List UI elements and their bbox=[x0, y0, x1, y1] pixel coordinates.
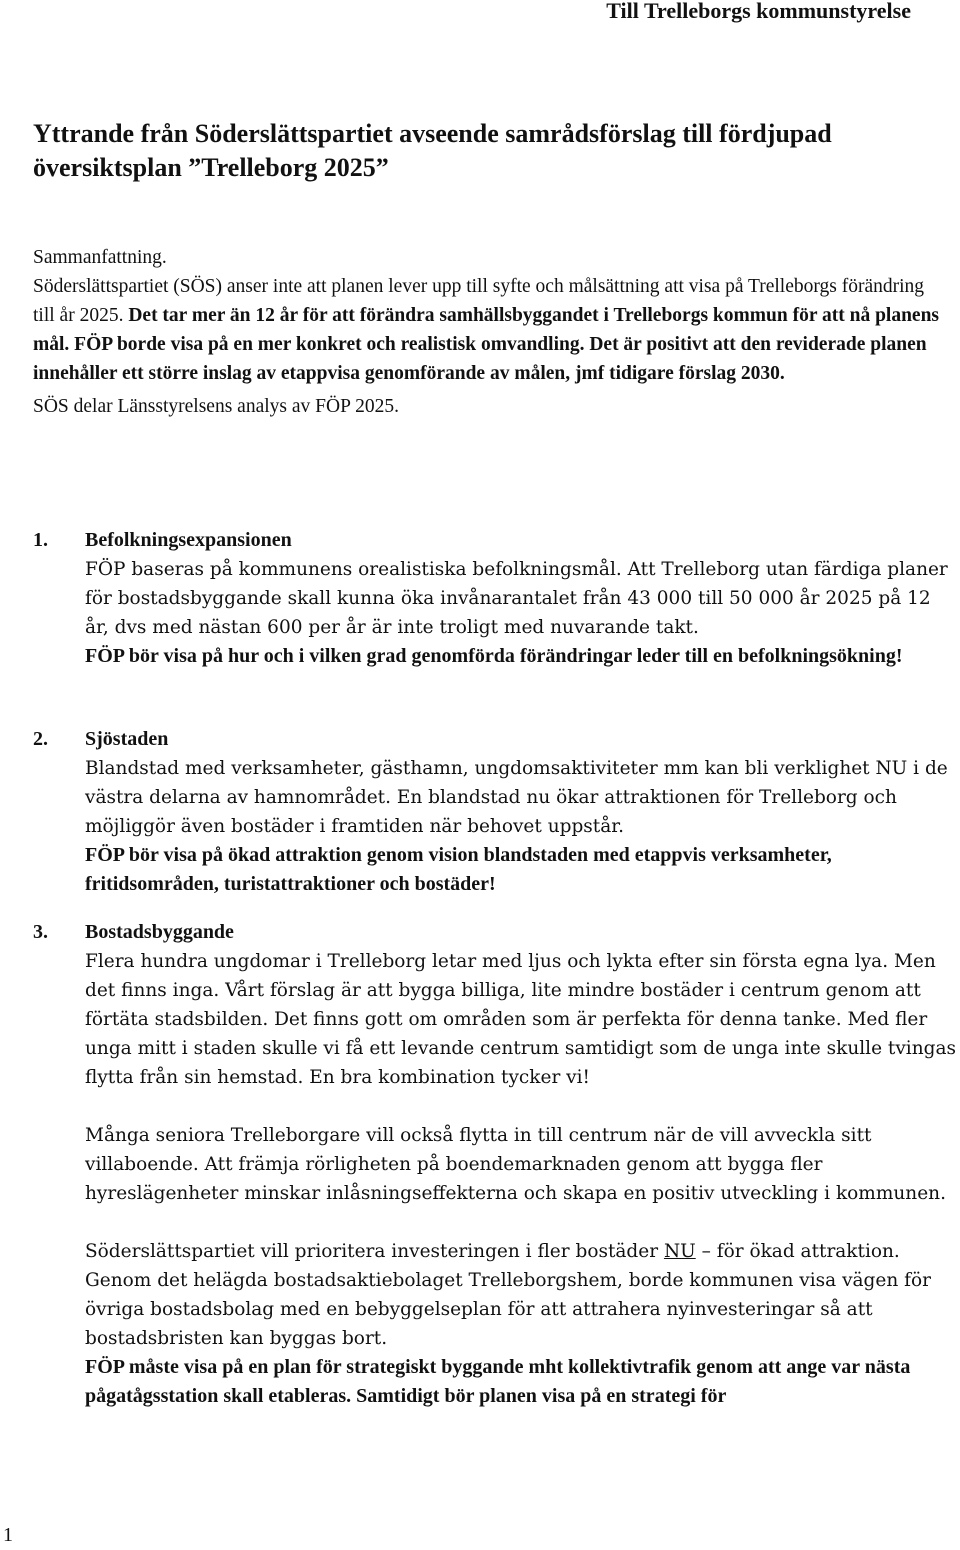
section-number: 1. bbox=[33, 529, 48, 551]
section-bold-text: FÖP bör visa på hur och i vilken grad genomförda förändringar leder till en befolkningsökning! bbox=[85, 645, 903, 667]
summary-block bbox=[33, 243, 943, 421]
page-number: 1 bbox=[3, 1524, 13, 1546]
section-2 bbox=[33, 725, 958, 899]
section-bold-text: FÖP måste visa på en plan för strategiskt byggande mht kollektivtrafik genom att ange var nästa pågatågsstation skall etableras. Samtidigt bör planen visa på en strategi för bbox=[85, 1356, 911, 1407]
section-number: 3. bbox=[33, 921, 48, 943]
document-title bbox=[33, 117, 933, 185]
section-text-1: Flera hundra ungdomar i Trelleborg letar med ljus och lykta efter sin första egna lya. Men det finns inga. Vårt förslag är att bygga billiga, lite mindre bostäder i centrum genom att förtäta stadsbilden. Det finns gott om områden som är perfekta för denna tanke. Med fler unga mitt i staden skulle vi få ett levande centrum samtidigt som de unga inte skulle tvingas flytta från sin hemstad. En bra kombination tycker vi! bbox=[85, 951, 956, 1088]
section-text-2: Många seniora Trelleborgare vill också flytta in till centrum när de vill avveckla sitt villaboende. Att främja rörligheten på boendemarknaden genom att bygga fler hyreslägenheter minskar inlåsningseffekterna och skapa en positiv utveckling i kommunen. bbox=[85, 1125, 946, 1204]
summary-bold-text: Det tar mer än 12 år för att förändra samhällsbyggandet i Trelleborgs kommun för att nå planens mål. FÖP borde visa på en mer konkret och realistisk omvandling. Det är positivt att den reviderade planen innehåller ett större inslag av etappvisa genomförande av målen, jmf tidigare förslag 2030. bbox=[33, 305, 940, 384]
summary-paragraph bbox=[33, 272, 943, 388]
text-3-pre: Söderslättspartiet vill prioritera investeringen i fler bostäder bbox=[85, 1241, 664, 1262]
section-text-3 bbox=[85, 1237, 958, 1353]
summary-analysis: SÖS delar Länsstyrelsens analys av FÖP 2025. bbox=[33, 396, 399, 417]
section-text: Blandstad med verksamheter, gästhamn, ungdomsaktiviteter mm kan bli verklighet NU i de västra delarna av hamnområdet. En blandstad nu ökar attraktionen för Trelleborg och möjliggör även bostäder i framtiden när behovet uppstår. bbox=[85, 758, 948, 837]
section-heading: Bostadsbyggande bbox=[85, 921, 234, 943]
section-3 bbox=[33, 918, 958, 1411]
section-heading: Befolkningsexpansionen bbox=[85, 529, 292, 551]
text-3-post: – för ökad attraktion. Genom det helägda bostadsaktiebolaget Trelleborgshem, borde kommunen visa vägen för övriga bostadsbolag med en bebyggelseplan för att attrahera nyinvesteringar så att bostadsbristen kan byggas bort. bbox=[85, 1241, 931, 1349]
section-number: 2. bbox=[33, 728, 48, 750]
section-bold-text: FÖP bör visa på ökad attraktion genom vision blandstaden med etappvis verksamheter, fritidsområden, turistattraktioner och bostäder! bbox=[85, 844, 832, 895]
summary-text: Söderslättspartiet (SÖS) anser inte att planen lever upp till syfte och målsättning att visa på Trelleborgs förändring till år 2025. bbox=[33, 276, 925, 326]
title-line-2: översiktsplan ”Trelleborg 2025” bbox=[33, 153, 389, 182]
addressee-heading: Till Trelleborgs kommunstyrelse bbox=[606, 0, 911, 23]
section-text: FÖP baseras på kommunens orealistiska befolkningsmål. Att Trelleborg utan färdiga planer för bostadsbyggande skall kunna öka invånarantalet från 43 000 till 50 000 år 2025 på 12 år, dvs med nästan 600 per år är inte troligt med nuvarande takt. bbox=[85, 559, 948, 638]
now-underlined: NU bbox=[663, 1241, 696, 1262]
title-line-1: Yttrande från Söderslättspartiet avseende samrådsförslag till fördjupad bbox=[33, 119, 832, 148]
summary-heading: Sammanfattning. bbox=[33, 247, 167, 268]
section-heading: Sjöstaden bbox=[85, 728, 169, 750]
section-1 bbox=[33, 526, 958, 671]
